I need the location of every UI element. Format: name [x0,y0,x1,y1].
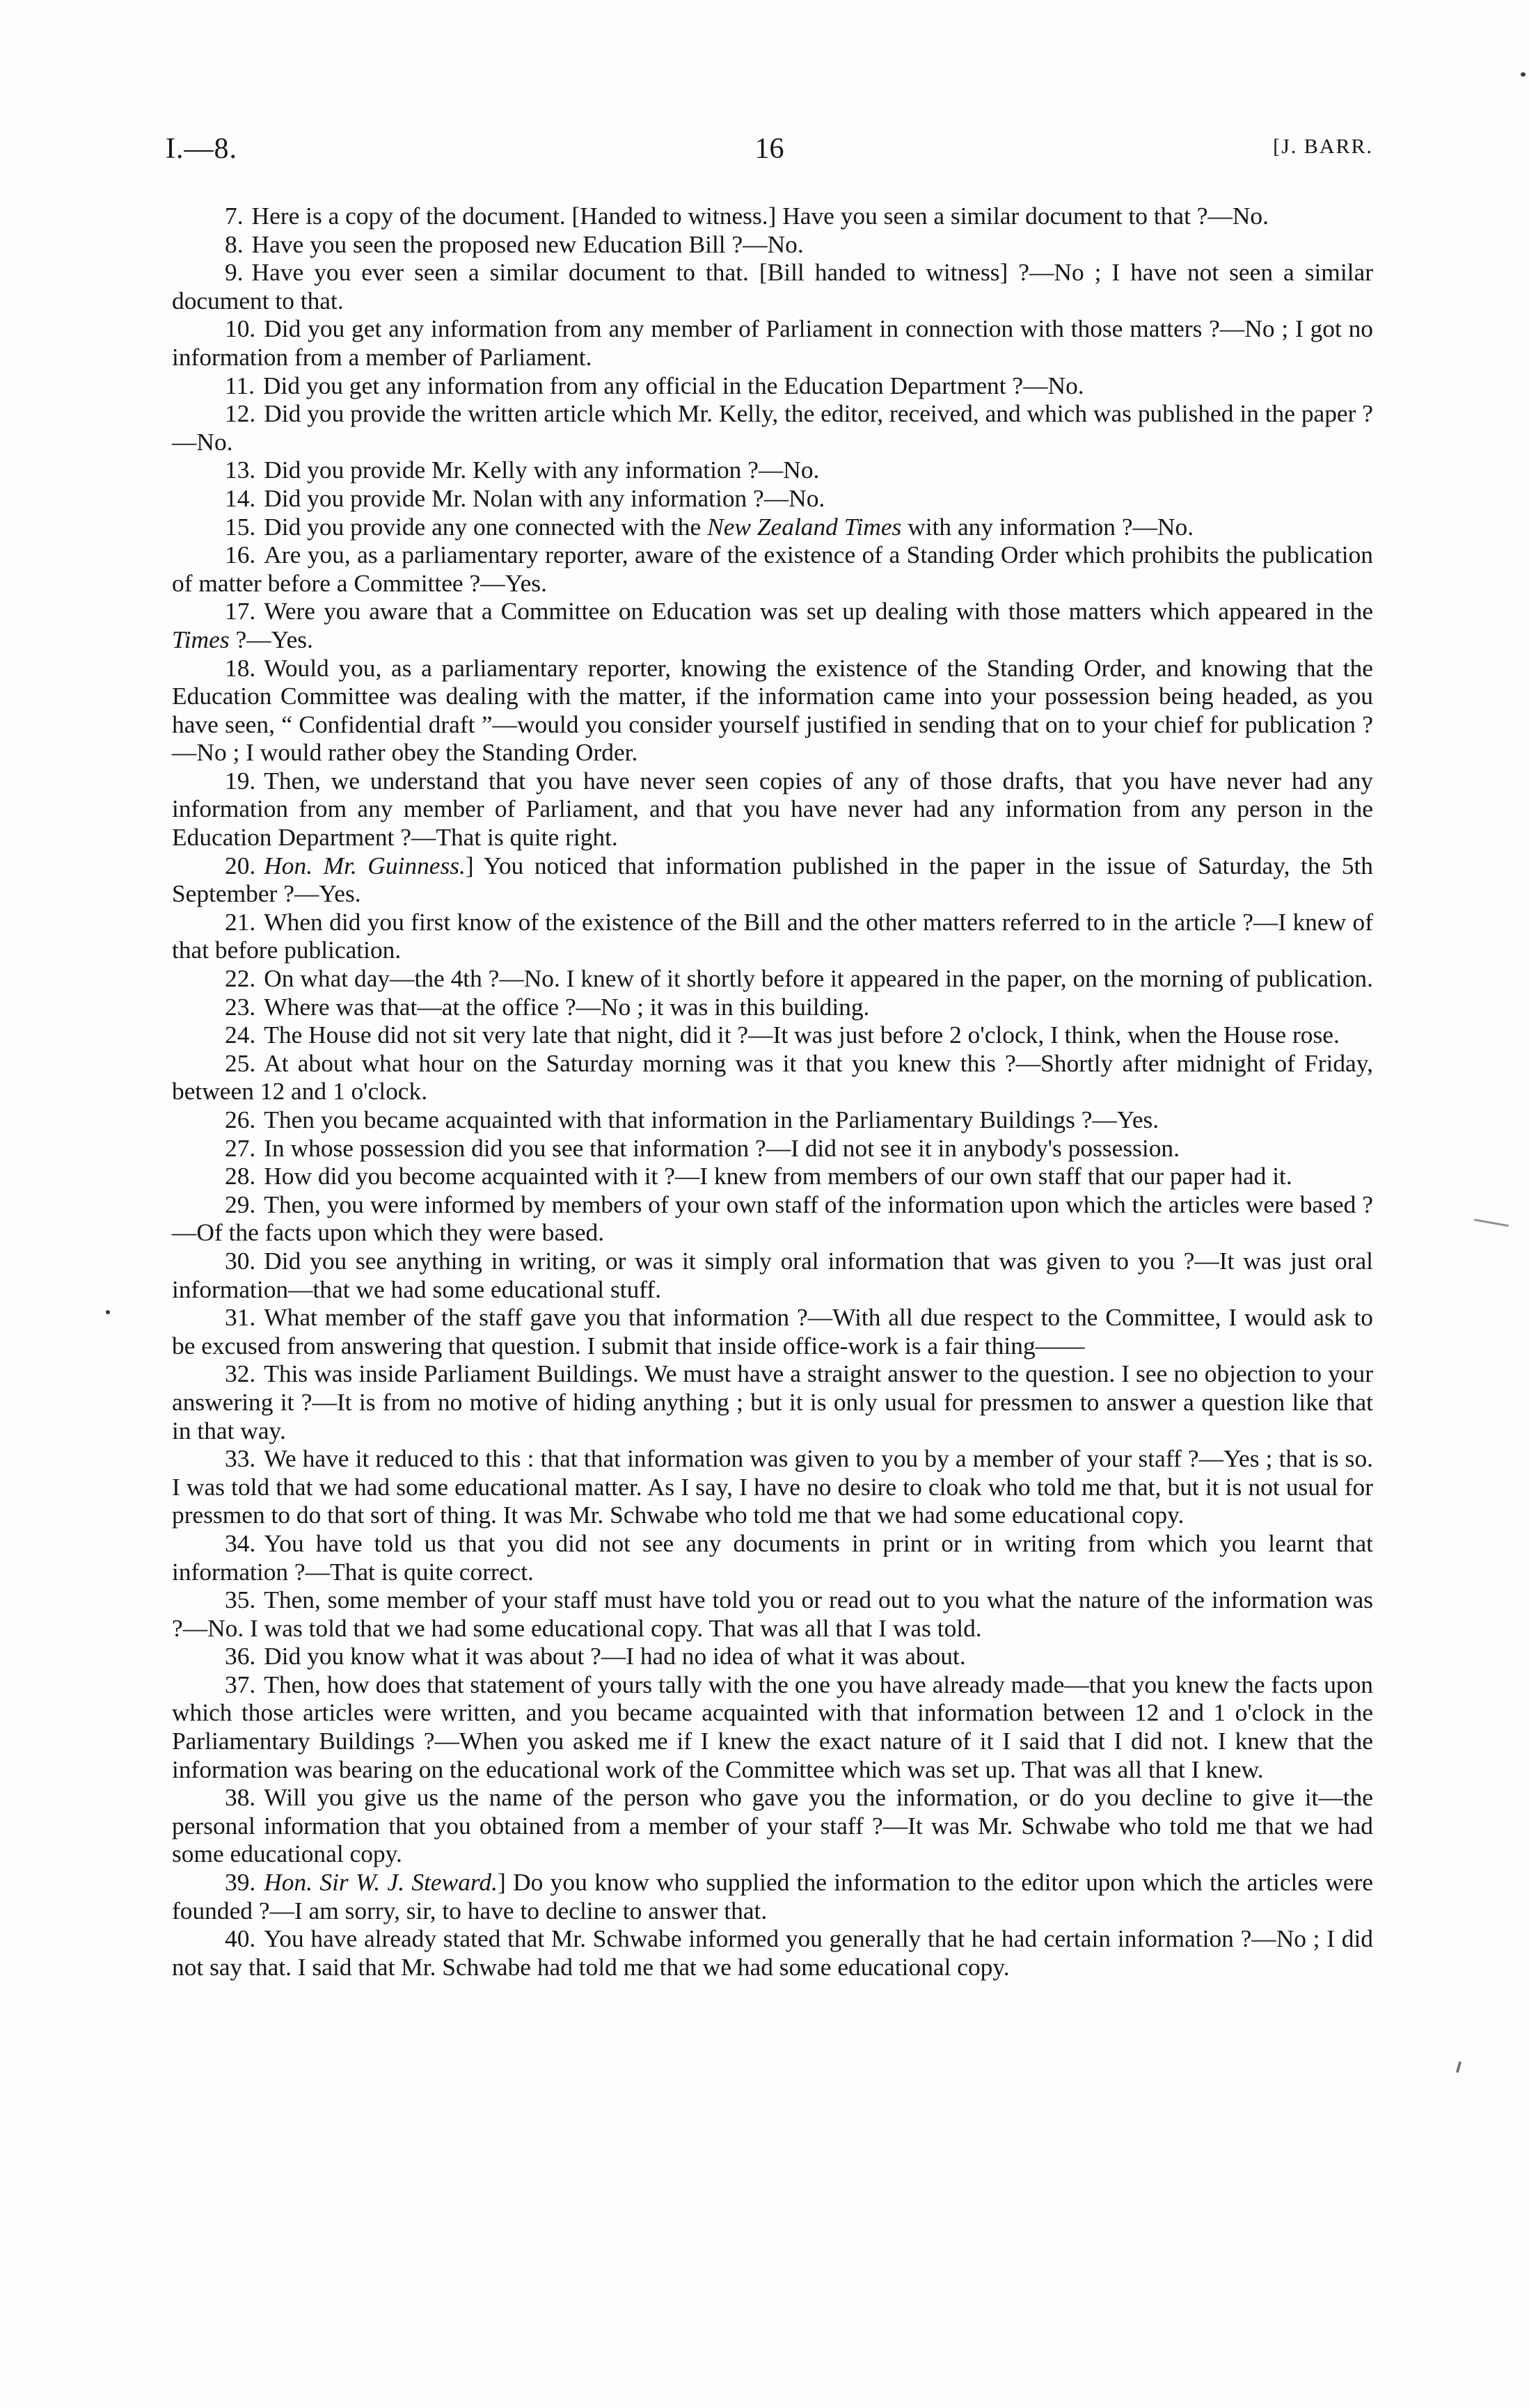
question-answer-17 [172,597,1373,653]
question-answer-31 [172,1303,1373,1360]
question-answer-33 [172,1444,1373,1529]
answer-text: ] You noticed that information published in the paper in the issue of Saturday, the 5th September ?—Yes. [172,851,1374,908]
question-answer-13 [172,456,1373,484]
question-text: How did you become acquainted with it ?—I knew from members of our own staff that our paper had it. [264,1162,1292,1190]
question-number: 9. [225,258,244,287]
scan-speck [1456,2062,1461,2073]
answer-text: with any information ?—No. [901,512,1194,541]
question-text: At about what hour on the Saturday morning was it that you knew this ?—Shortly after midnight of Friday, between 12 and 1 o'clock. [172,1048,1373,1106]
question-answer-15 [172,513,1373,541]
question-answer-7 [172,202,1373,230]
question-number: 28. [225,1162,256,1190]
question-text: Where was that—at the office ?—No ; it was in this building. [264,992,870,1021]
paper-reference: I.—8. [166,133,237,165]
question-text: Would you, as a parliamentary reporter, knowing the existence of the Standing Order, and knowing that the Education Committee was dealing with the matter, if the information came into your possession being headed, as you have seen, “ Confidential draft ”—would you consider yourself justified in sending that on to your chief for publication ?—No ; I would rather obey the Standing Order. [172,653,1373,767]
question-answer-19 [172,767,1373,852]
question-answer-30 [172,1247,1373,1303]
question-answer-29 [172,1190,1373,1247]
question-answer-26 [172,1106,1373,1134]
question-number: 16. [225,541,256,569]
question-answer-22 [172,964,1373,993]
question-number: 24. [225,1021,256,1049]
answer-text: ?—Yes. [229,625,313,653]
question-text: Are you, as a parliamentary reporter, aware of the existence of a Standing Order which prohibits the publication of matter before a Committee ?—Yes. [172,541,1373,597]
question-text: Did you provide any one connected with the [264,512,708,541]
question-text: Then you became acquainted with that information in the Parliamentary Buildings ?—Yes. [264,1106,1159,1133]
question-number: 7. [225,202,244,230]
question-answer-12 [172,399,1373,456]
question-answer-24 [172,1021,1373,1049]
question-answer-14 [172,484,1373,513]
question-answer-18 [172,654,1373,767]
question-number: 35. [225,1586,256,1614]
italic-text: Times [172,625,230,653]
question-number: 36. [225,1642,256,1671]
question-number: 29. [225,1190,256,1218]
question-answer-23 [172,993,1373,1021]
question-number: 19. [225,766,256,795]
question-number: 14. [225,484,256,512]
question-number: 32. [225,1360,256,1388]
question-answer-25 [172,1049,1373,1106]
question-text: Have you seen the proposed new Education Bill ?—No. [251,230,804,258]
question-answer-32 [172,1360,1373,1444]
question-answer-27 [172,1134,1373,1163]
testimony-body [172,202,1373,1981]
italic-text: New Zealand Times [707,512,902,541]
question-number: 33. [225,1444,256,1473]
question-text: Did you provide Mr. Nolan with any information ?—No. [264,484,825,512]
question-number: 8. [225,230,244,258]
page-number: 16 [754,133,784,165]
question-text: On what day—the 4th ?—No. I knew of it shortly before it appeared in the paper, on the morning of publication. [264,964,1373,993]
scan-speck [106,1310,110,1314]
page-header [166,132,1373,174]
question-number: 31. [225,1303,256,1332]
question-answer-10 [172,314,1373,371]
question-text: Then, we understand that you have never seen copies of any of those drafts, that you have never had any information from any member of Parliament, and that you have never had any information from any person in the Education Department ?—That is quite right. [172,766,1373,852]
question-answer-34 [172,1529,1373,1586]
question-text: Then, how does that statement of yours tally with the one you have already made—that you knew the facts upon which those articles were written, and you became acquainted with that information between 12 and 1 o'clock in the Parliamentary Buildings ?—When you asked me if I knew the exact nature of it I said that I did not. I knew that the information was bearing on the educational work of the Committee which was set up. That was all that I knew. [172,1670,1373,1783]
question-text: Then, some member of your staff must have told you or read out to you what the nature of the information was ?—No. I was told that we had some educational copy. That was all that I was told. [172,1586,1373,1642]
question-text: In whose possession did you see that information ?—I did not see it in anybody's possession. [264,1133,1180,1162]
question-answer-36 [172,1642,1373,1671]
question-text: You have already stated that Mr. Schwabe informed you generally that he had certain information ?—No ; I did not say that. I said that Mr. Schwabe had told me that we had some educational copy. [172,1924,1373,1981]
question-text: Will you give us the name of the person who gave you the information, or do you decline to give it—the personal information that you obtained from a member of your staff ?—It was Mr. Schwabe who told me that we had some educational copy. [172,1783,1373,1868]
question-text: We have it reduced to this : that that information was given to you by a member of your staff ?—Yes ; that is so. I was told that we had some educational matter. As I say, I have no desire to cloak who told me that, but it is not usual for pressmen to do that sort of thing. It was Mr. Schwabe who told me that we had some educational copy. [172,1444,1373,1529]
question-text: What member of the staff gave you that information ?—With all due respect to the Committee, I would ask to be excused from answering that question. I submit that inside office-work is a fair thing—— [172,1303,1373,1360]
answer-text: ] Do you know who supplied the information to the editor upon which the articles were founded ?—I am sorry, sir, to have to decline to answer that. [172,1868,1373,1924]
question-number: 26. [225,1106,256,1133]
question-text: When did you first know of the existence of the Bill and the other matters referred to in the article ?—I knew of that before publication. [172,907,1373,964]
question-number: 21. [225,907,256,936]
question-text: Then, you were informed by members of your own staff of the information upon which the articles were based ?—Of the facts upon which they were based. [172,1190,1373,1247]
witness-name: [J. BARR. [1273,135,1373,158]
question-text: Were you aware that a Committee on Education was set up dealing with those matters which appeared in the [264,597,1373,625]
question-text: Did you get any information from any member of Parliament in connection with those matters ?—No ; I got no information from a member of Parliament. [172,314,1373,371]
question-text: Have you ever seen a similar document to that. [Bill handed to witness] ?—No ; I have not seen a similar document to that. [172,258,1373,314]
question-number: 38. [225,1783,256,1812]
question-number: 25. [225,1048,256,1077]
question-answer-35 [172,1586,1373,1642]
question-number: 11. [225,371,255,399]
question-number: 12. [225,399,256,428]
question-number: 39. [225,1868,256,1897]
question-number: 20. [225,851,256,879]
question-answer-9 [172,258,1373,314]
question-number: 13. [225,456,256,484]
question-text: Did you provide Mr. Kelly with any information ?—No. [264,456,820,484]
question-text: Here is a copy of the document. [Handed to witness.] Have you seen a similar document to that ?—No. [251,202,1269,230]
question-number: 37. [225,1670,256,1698]
question-number: 23. [225,992,256,1021]
question-number: 22. [225,964,256,993]
question-number: 40. [225,1924,256,1953]
question-text: This was inside Parliament Buildings. We must have a straight answer to the question. I see no objection to your answering it ?—It is from no motive of hiding anything ; but it is only usual for pressmen to answer a question like that in that way. [172,1360,1373,1444]
question-number: 15. [225,512,256,541]
margin-stroke [1474,1219,1509,1227]
question-answer-21 [172,908,1373,964]
question-answer-39 [172,1868,1373,1924]
question-text: The House did not sit very late that night, did it ?—It was just before 2 o'clock, I think, when the House rose. [264,1021,1340,1049]
question-text: You have told us that you did not see any documents in print or in writing from which you learnt that information ?—That is quite correct. [172,1529,1373,1586]
question-text: Did you provide the written article which Mr. Kelly, the editor, received, and which was published in the paper ?—No. [172,399,1373,456]
question-answer-28 [172,1162,1373,1190]
question-text: Did you get any information from any official in the Education Department ?—No. [262,371,1084,399]
question-number: 34. [225,1529,256,1557]
question-answer-20 [172,852,1373,908]
question-answer-11 [172,372,1373,400]
question-number: 27. [225,1133,256,1162]
question-answer-38 [172,1783,1373,1868]
question-number: 30. [225,1246,256,1275]
italic-text: Hon. Sir W. J. Steward. [264,1868,498,1897]
question-number: 10. [225,314,256,343]
question-answer-16 [172,541,1373,597]
question-answer-40 [172,1924,1373,1981]
question-answer-8 [172,230,1373,259]
question-text: Did you see anything in writing, or was it simply oral information that was given to you ?—It was just oral information—that we had some educational stuff. [172,1246,1373,1303]
question-number: 17. [225,597,256,625]
question-number: 18. [225,653,256,682]
scan-speck [1521,72,1526,77]
question-answer-37 [172,1671,1373,1783]
italic-text: Hon. Mr. Guinness. [264,851,466,879]
question-text: Did you know what it was about ?—I had no idea of what it was about. [264,1642,966,1671]
